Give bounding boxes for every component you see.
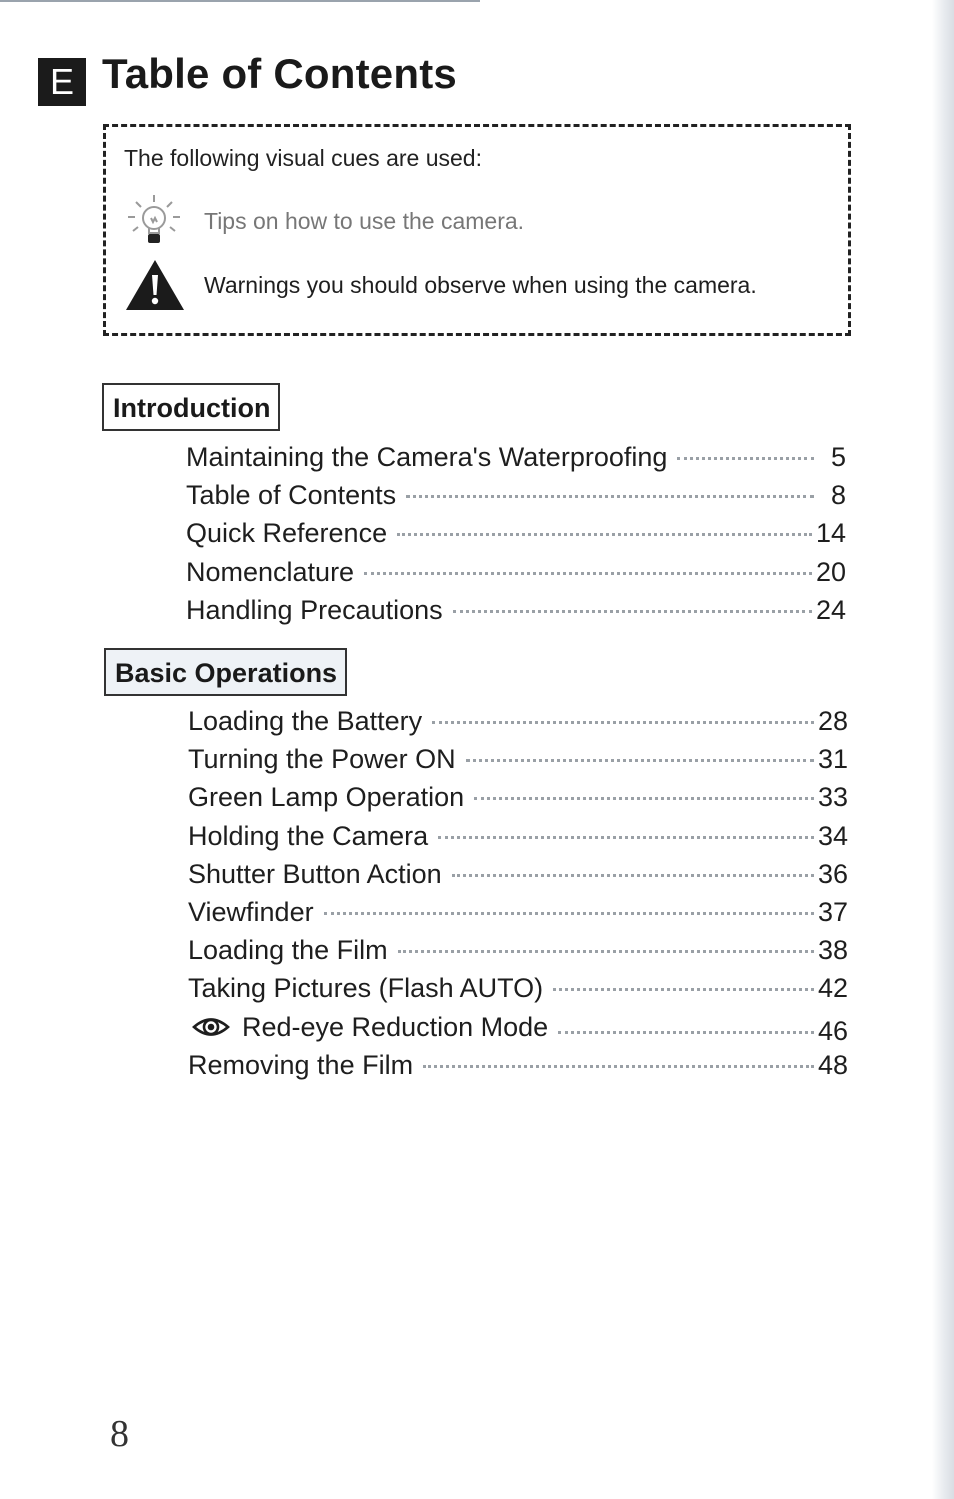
toc-entry[interactable] [188, 935, 848, 973]
dot-leader [677, 457, 814, 460]
toc-entry-label: Taking Pictures (Flash AUTO) [188, 973, 544, 1004]
dot-leader [553, 988, 814, 991]
cues-intro-text: The following visual cues are used: [124, 145, 482, 171]
section-heading-introduction: Introduction [102, 383, 280, 431]
toc-entry-page: 38 [817, 935, 848, 966]
toc-entry[interactable] [188, 821, 848, 859]
red-eye-icon [192, 1014, 230, 1040]
toc-entry[interactable] [186, 595, 846, 633]
toc-entry-label: Handling Precautions [186, 594, 443, 625]
cue-warning-row [124, 257, 757, 313]
page-number: 8 [110, 1413, 129, 1455]
toc-entry[interactable] [188, 1012, 848, 1050]
dot-leader [398, 950, 814, 953]
dot-leader [466, 759, 814, 762]
toc-entry-page: 36 [817, 858, 848, 889]
toc-entry-page: 8 [830, 480, 846, 511]
cue-tip-row [124, 193, 524, 249]
toc-entry-label: Holding the Camera [188, 820, 429, 851]
toc-entry-label: Nomenclature [186, 556, 355, 587]
lightbulb-icon [124, 193, 190, 249]
toc-entry-page: 31 [817, 744, 848, 775]
toc-entry-page: 37 [817, 896, 848, 927]
toc-entry-page: 28 [817, 706, 848, 736]
page-title: Table of Contents [102, 50, 457, 97]
toc-entry-label: Green Lamp Operation [188, 782, 465, 813]
toc-entry-page: 34 [817, 820, 848, 851]
dot-leader [432, 721, 814, 724]
toc-entry-label: Table of Contents [186, 480, 397, 511]
toc-entry-label: Shutter Button Action [188, 858, 442, 889]
toc-entry-page: 5 [830, 442, 846, 472]
toc-entry-page: 14 [815, 518, 846, 549]
toc-entry-label: Maintaining the Camera's Waterproofing [186, 442, 668, 472]
dot-leader [364, 572, 812, 575]
toc-list-basic-operations [188, 706, 848, 1088]
toc-entry[interactable] [186, 480, 846, 518]
dot-leader [453, 610, 812, 613]
toc-entry-label: Red-eye Reduction Mode [242, 1011, 549, 1042]
toc-entry-page: 48 [817, 1049, 848, 1080]
toc-entry-label: Loading the Film [188, 935, 388, 966]
toc-entry[interactable] [186, 518, 846, 556]
language-badge: E [38, 58, 86, 106]
toc-entry-page: 20 [815, 556, 846, 587]
dot-leader [474, 797, 814, 800]
cue-tip-text: Tips on how to use the camera. [204, 207, 525, 234]
toc-entry[interactable] [186, 557, 846, 595]
dot-leader [438, 836, 814, 839]
toc-entry[interactable] [188, 706, 848, 744]
toc-entry[interactable] [188, 859, 848, 897]
dot-leader [558, 1031, 814, 1034]
toc-entry-page: 24 [815, 594, 846, 625]
toc-entry[interactable] [188, 1050, 848, 1088]
toc-entry-page: 46 [817, 1016, 848, 1046]
toc-entry-label: Viewfinder [188, 896, 314, 927]
section-heading-basic-operations: Basic Operations [104, 648, 347, 696]
dot-leader [397, 533, 812, 536]
dot-leader [452, 874, 814, 877]
toc-entry-page: 42 [817, 973, 848, 1004]
toc-entry-label: Removing the Film [188, 1049, 414, 1080]
cue-warning-text: Warnings you should observe when using the camera. [204, 271, 757, 298]
toc-entry-label: Loading the Battery [188, 706, 423, 736]
warning-triangle-icon [124, 257, 190, 313]
toc-entry-page: 33 [817, 782, 848, 813]
toc-entry[interactable] [188, 744, 848, 782]
toc-entry-label-wrap [188, 1012, 548, 1043]
toc-entry[interactable] [188, 973, 848, 1011]
toc-entry-label: Quick Reference [186, 518, 388, 549]
toc-list-introduction [186, 442, 846, 633]
toc-entry[interactable] [186, 442, 846, 480]
dot-leader [406, 495, 814, 498]
visual-cues-box [103, 124, 851, 336]
toc-entry[interactable] [188, 782, 848, 820]
toc-entry-label: Turning the Power ON [188, 744, 456, 775]
page-top-edge [0, 0, 480, 2]
dot-leader [423, 1065, 814, 1068]
dot-leader [324, 912, 814, 915]
toc-entry[interactable] [188, 897, 848, 935]
page-right-edge [932, 0, 954, 1499]
